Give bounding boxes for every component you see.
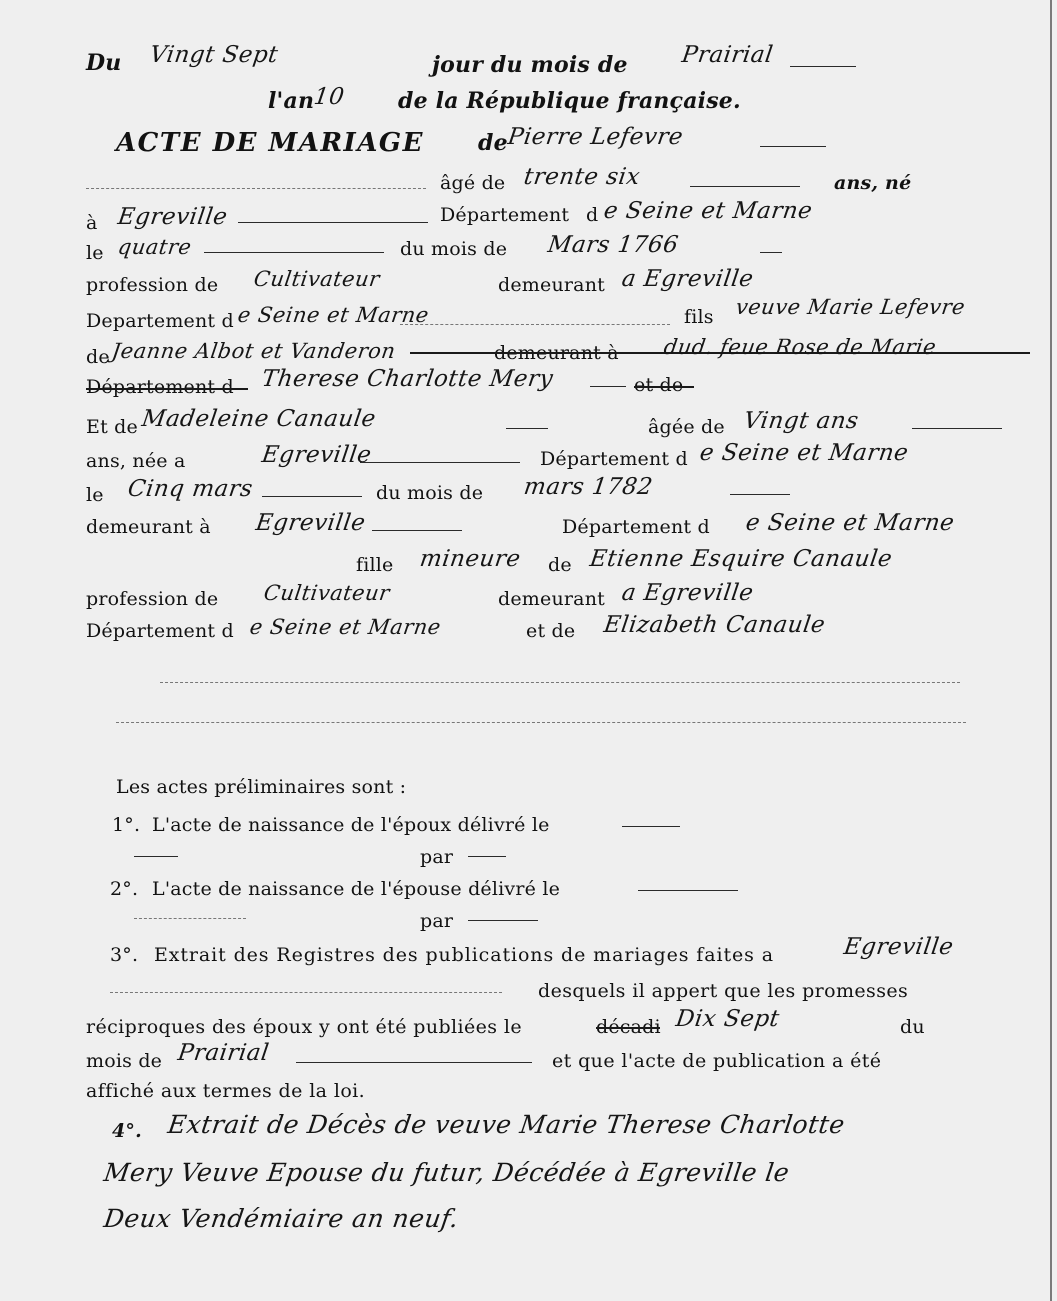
bride-father-profession-handwritten: Cultivateur — [262, 581, 392, 605]
strike-through — [86, 388, 248, 390]
fill-line — [730, 494, 790, 495]
fill-line — [760, 252, 782, 253]
du-label: Du — [86, 50, 122, 76]
profession-label: profession de — [86, 274, 219, 296]
item2-num: 2°. — [110, 878, 139, 900]
acte-de: de — [478, 130, 508, 156]
bride-le-label: le — [86, 484, 104, 506]
item1-text: L'acte de naissance de l'époux délivré le — [152, 814, 550, 836]
fill-line — [116, 722, 966, 723]
item4-num: 4°. — [112, 1120, 142, 1142]
fille-label: fille — [356, 554, 394, 576]
groom-profession-handwritten: Cultivateur — [252, 267, 382, 291]
agee-de-label: âgée de — [648, 416, 725, 438]
fill-line — [204, 252, 384, 253]
bride-departement-d3-label: Département d — [86, 620, 234, 642]
bride-father-dept-handwritten: e Seine et Marne — [248, 615, 443, 639]
du-label-2: du — [900, 1016, 925, 1038]
fill-line — [912, 428, 1002, 429]
fill-line — [360, 462, 520, 463]
parents-handwritten: Jeanne Albot et Vanderon — [110, 339, 398, 363]
page-edge — [1050, 0, 1052, 1301]
fill-line — [590, 386, 626, 387]
groom-res-dept-handwritten: e Seine et Marne — [236, 303, 431, 327]
bride-demeurant-label: demeurant à — [86, 516, 211, 538]
desquels-text: desquels il appert que les promesses — [538, 980, 909, 1002]
bride-birth-day-handwritten: Cinq mars — [126, 476, 255, 502]
publication-month-handwritten: Prairial — [176, 1040, 271, 1066]
fill-line — [622, 826, 680, 827]
et-de-label: et de — [634, 374, 684, 396]
item4-line3-handwritten: Deux Vendémiaire an neuf. — [102, 1204, 461, 1233]
parents-residence-handwritten: dud. feue Rose de Marie — [662, 335, 938, 359]
groom-age-handwritten: trente six — [522, 164, 642, 190]
fill-line — [238, 222, 428, 223]
bride-birth-dept-handwritten: e Seine et Marne — [698, 440, 911, 466]
departement-label: Département — [440, 204, 570, 226]
item4-line2-handwritten: Mery Veuve Epouse du futur, Décédée à Egreville le — [102, 1158, 792, 1187]
fill-line — [790, 66, 856, 67]
fill-line — [372, 530, 462, 531]
bride-et-de2-label: et de — [526, 620, 576, 642]
fille-handwritten: mineure — [418, 546, 523, 572]
fill-line — [296, 1062, 532, 1063]
day-handwritten: Vingt Sept — [148, 42, 280, 68]
groom-birthplace-handwritten: Egreville — [116, 204, 230, 230]
item2-text: L'acte de naissance de l'épouse délivré le — [152, 878, 561, 900]
departement-d2-label: Département d — [86, 376, 234, 398]
fill-line — [110, 992, 502, 993]
fill-line — [468, 920, 538, 921]
year-number: 10 — [312, 84, 347, 110]
bride-birth-month-handwritten: mars 1782 — [522, 474, 655, 500]
bride-departement-d2-label: Département d — [562, 516, 710, 538]
fill-line — [400, 324, 670, 325]
bride-father-handwritten: Etienne Esquire Canaule — [588, 546, 894, 572]
groom-name-handwritten: Pierre Lefevre — [506, 124, 685, 150]
fill-line — [760, 146, 826, 147]
bride-departement-d-label: Département d — [540, 448, 688, 470]
fill-line — [638, 890, 738, 891]
strike-through — [634, 386, 694, 388]
bride-mother-handwritten: Elizabeth Canaule — [602, 612, 827, 638]
fill-line — [134, 856, 178, 857]
le-label: le — [86, 242, 104, 264]
demeurant-a-label: demeurant à — [494, 342, 619, 364]
fill-line — [134, 918, 246, 919]
bride-demeurant2-label: demeurant — [498, 588, 605, 610]
prelim-heading: Les actes préliminaires sont : — [116, 776, 407, 798]
acte-title: ACTE DE MARIAGE — [116, 128, 424, 158]
ans-ne-label: ans, né — [834, 172, 912, 194]
ans-nee-label: ans, née a — [86, 450, 186, 472]
fill-line — [506, 428, 548, 429]
mois-de-label: mois de — [86, 1050, 163, 1072]
groom-residence-handwritten: a Egreville — [620, 266, 756, 292]
widow-name-handwritten: Therese Charlotte Mery — [260, 366, 555, 392]
bride-father-residence-handwritten: a Egreville — [620, 580, 756, 606]
fils-label: fils — [684, 306, 714, 328]
fill-line — [468, 856, 506, 857]
bride-res-dept-handwritten: e Seine et Marne — [744, 510, 957, 536]
an-label: l'an — [268, 88, 315, 114]
decadi-struck: décadi — [596, 1016, 661, 1038]
bride-age-handwritten: Vingt ans — [742, 408, 861, 434]
groom-birth-dept-handwritten: e Seine et Marne — [602, 198, 815, 224]
fils-handwritten: veuve Marie Lefevre — [734, 295, 967, 319]
item3-place-handwritten: Egreville — [842, 934, 956, 960]
item4-line1-handwritten: Extrait de Décès de veuve Marie Therese Charlotte — [166, 1110, 847, 1139]
groom-age-label: âgé de — [440, 172, 506, 194]
bride-residence-handwritten: Egreville — [254, 510, 368, 536]
a-label: à — [86, 212, 98, 234]
reciproques-text: réciproques des époux y ont été publiées le — [86, 1016, 522, 1038]
par-label-2: par — [420, 910, 454, 932]
fill-line — [160, 682, 960, 683]
bride-name-handwritten: Madeleine Canaule — [140, 406, 378, 432]
bride-du-mois-de-label: du mois de — [376, 482, 484, 504]
bride-profession-label: profession de — [86, 588, 219, 610]
item3-text: Extrait des Registres des publications de mariages faites a — [154, 944, 774, 966]
fill-line — [690, 186, 800, 187]
fill-line — [86, 188, 426, 189]
month-handwritten: Prairial — [680, 42, 775, 68]
item3-num: 3°. — [110, 944, 139, 966]
de-label: de — [86, 346, 110, 368]
demeurant-label: demeurant — [498, 274, 605, 296]
bride-de-label: de — [548, 554, 572, 576]
departement-d-label: Departement d — [86, 310, 234, 332]
fill-line — [262, 496, 362, 497]
item1-num: 1°. — [112, 814, 141, 836]
jour-du-mois-label: jour du mois de — [432, 52, 628, 78]
et-que-text: et que l'acte de publication a été — [552, 1050, 882, 1072]
par-label-1: par — [420, 846, 454, 868]
bride-et-de-label: Et de — [86, 416, 138, 438]
strike-through — [596, 1027, 660, 1029]
publication-date-handwritten: Dix Sept — [674, 1006, 782, 1032]
republique-label: de la République française. — [398, 88, 741, 114]
bride-birthplace-handwritten: Egreville — [260, 442, 374, 468]
affiche-text: affiché aux termes de la loi. — [86, 1080, 366, 1102]
dept-d-label: d — [586, 204, 599, 226]
groom-birth-day-handwritten: quatre — [116, 235, 194, 259]
du-mois-de-label: du mois de — [400, 238, 508, 260]
groom-birth-month-handwritten: Mars 1766 — [546, 232, 681, 258]
